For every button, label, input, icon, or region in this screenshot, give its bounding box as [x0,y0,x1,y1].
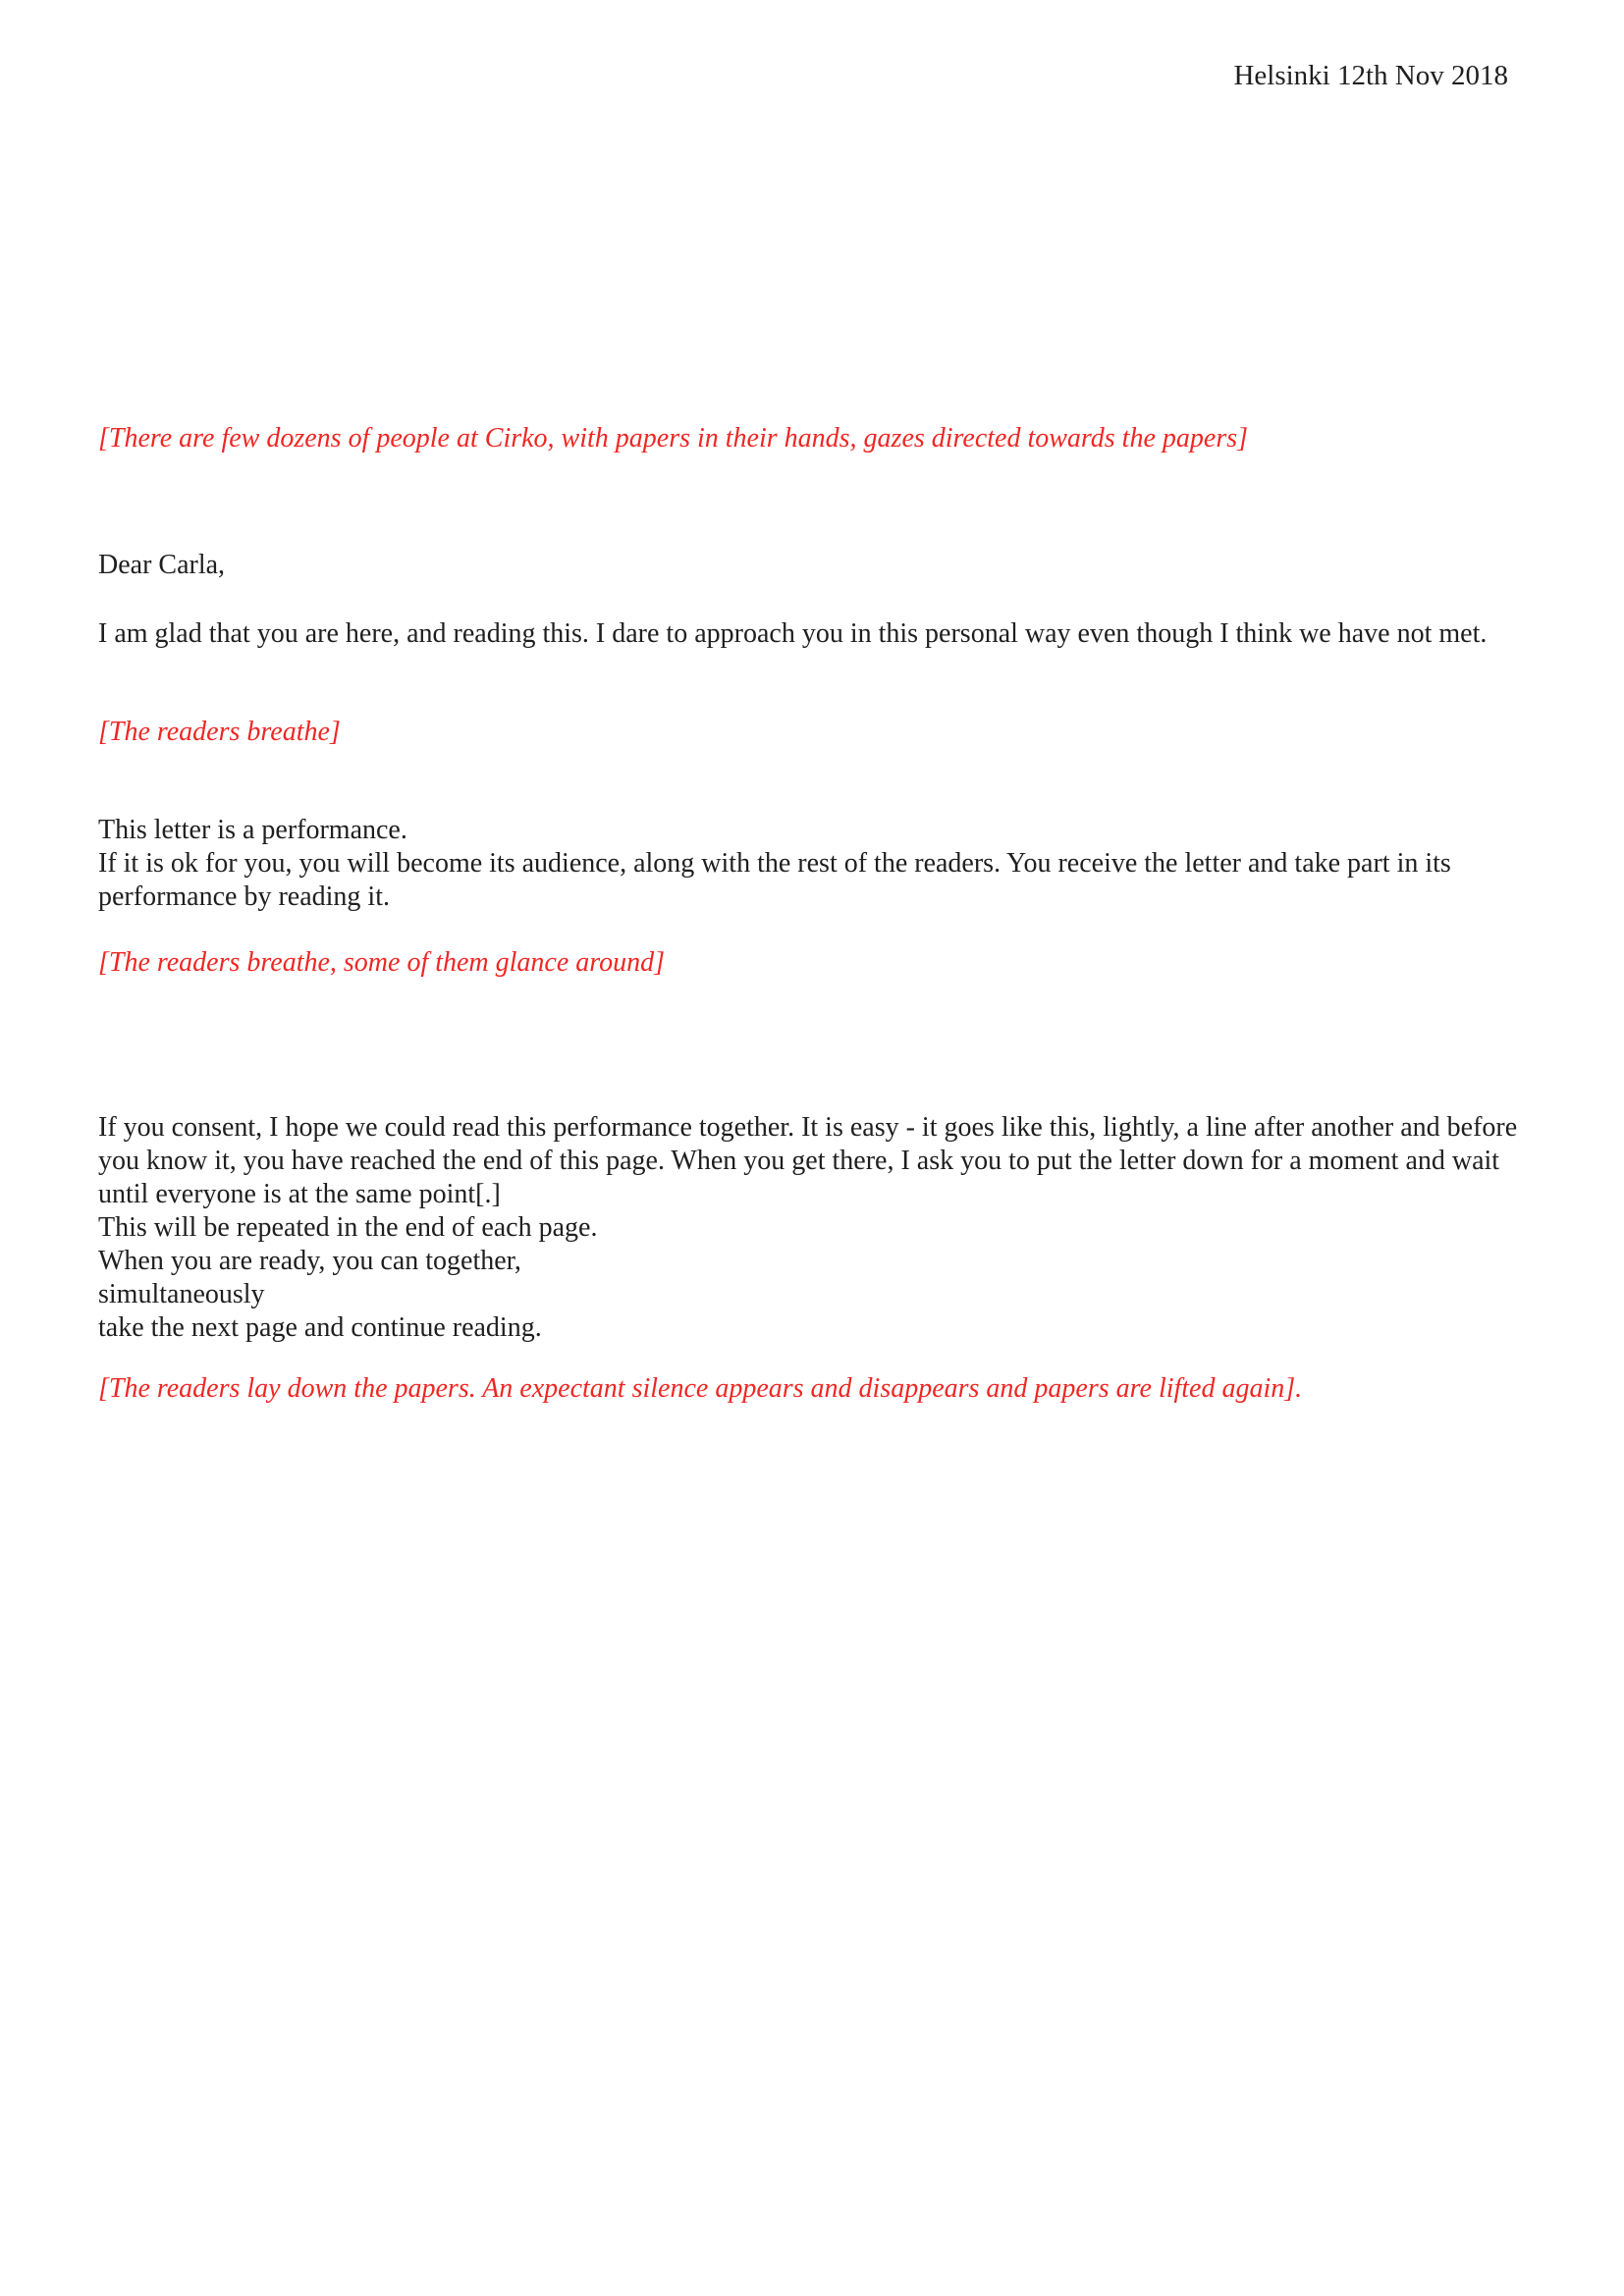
paragraph-1: I am glad that you are here, and reading this. I dare to approach you in this personal way even though I think we have not met. [98,618,1488,649]
paragraph-3-flow: If you consent, I hope we could read this performance together. It is easy - it goes like this, lightly, a line after another and before you know it, you have reached the end of this page. When you get there, I ask you to put the letter down for a moment and wait until everyone is at the same point[.] [98,1112,1518,1209]
paragraph-3-line-2: This will be repeated in the end of each page. [98,1212,598,1243]
paragraph-3-line-3: When you are ready, you can together, [98,1246,521,1276]
paragraph-3 [98,1111,1522,1345]
paragraph-2-rest: If it is ok for you, you will become its audience, along with the rest of the readers. You receive the letter and take part in its performance by reading it. [98,848,1451,912]
paragraph-3-line-5: take the next page and continue reading. [98,1312,542,1343]
salutation: Dear Carla, [98,550,226,580]
stage-direction-2: [The readers breathe] [98,717,341,747]
date-line: Helsinki 12th Nov 2018 [1233,60,1508,91]
paragraph-2-line-1: This letter is a performance. [98,815,407,845]
paragraph-3-line-4: simultaneously [98,1279,265,1309]
stage-direction-1: [There are few dozens of people at Cirko, with papers in their hands, gazes directed towards the papers] [98,423,1249,454]
stage-direction-3: [The readers breathe, some of them glance around] [98,947,666,978]
stage-direction-4: [The readers lay down the papers. An expectant silence appears and disappears and papers are lifted again]. [98,1373,1303,1404]
paragraph-2 [98,814,1522,914]
